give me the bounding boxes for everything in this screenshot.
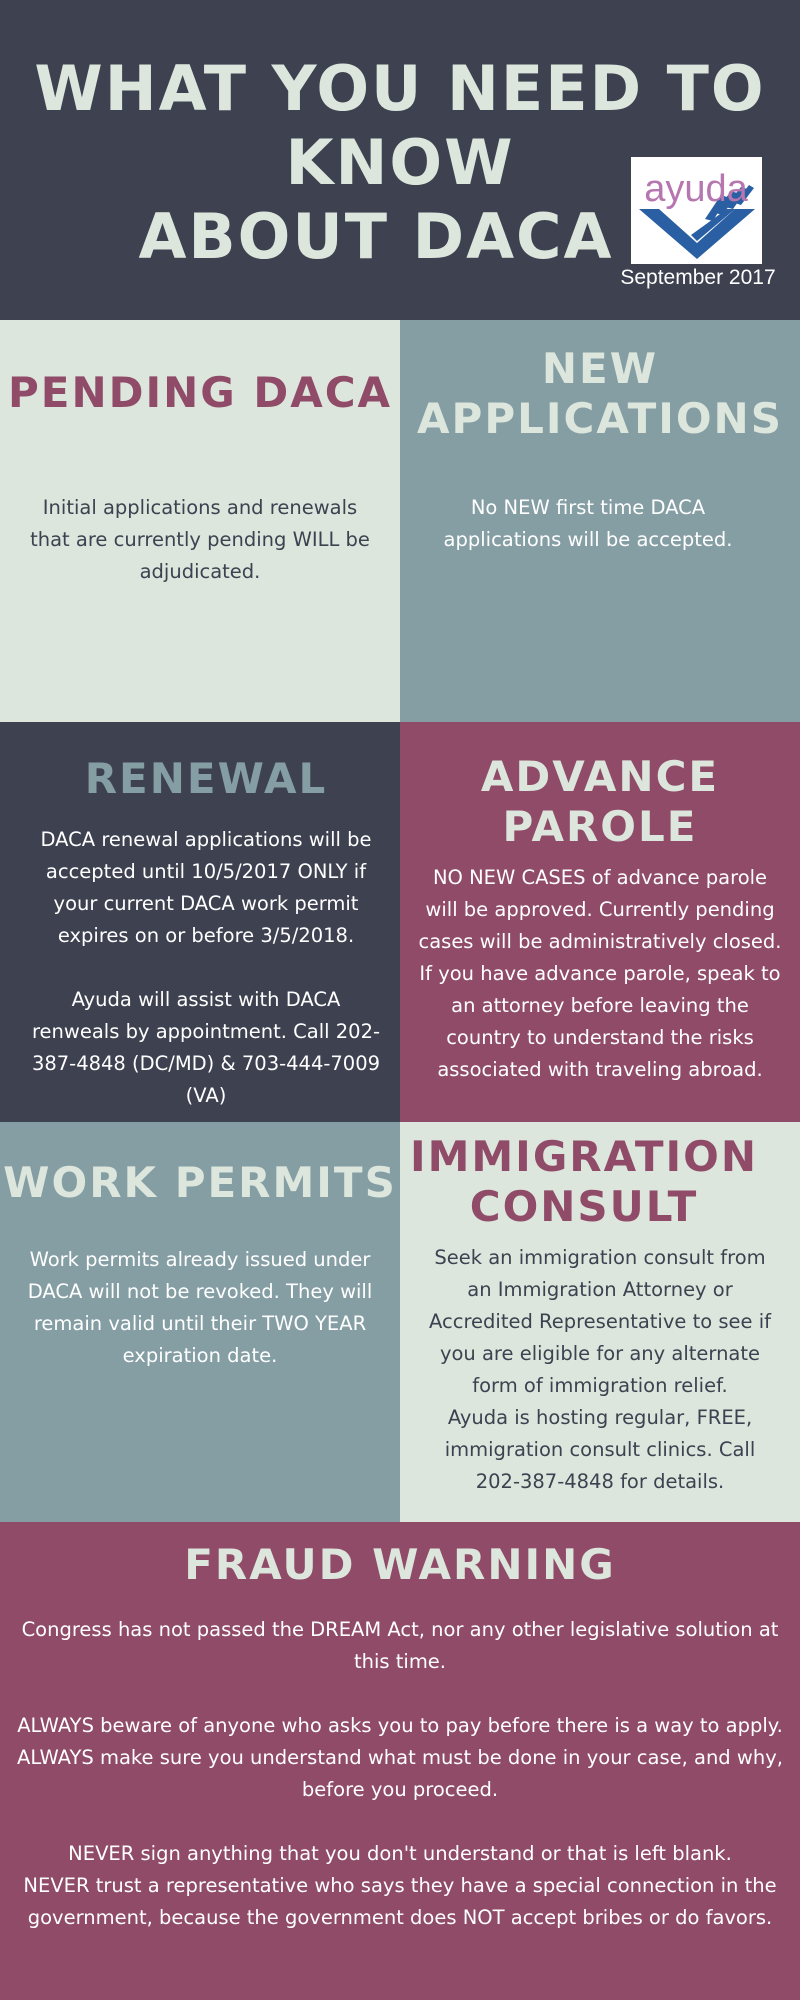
fraud-warning-title: FRAUD WARNING bbox=[184, 1540, 616, 1589]
pending-daca-title: PENDING DACA bbox=[7, 368, 393, 417]
pending-daca-body: Initial applications and renewals that are currently pending WILL be adjudicated. bbox=[30, 496, 370, 583]
immigration-consult-body: Seek an immigration consult from an Immigration Attorney or Accredited Representative to see if you are eligible for any alternate form of immigration relief. Ayuda is hosting regular, FREE, immigration consult clinics. Call 202-387-4848 for details. bbox=[429, 1246, 771, 1493]
pending-daca-panel bbox=[0, 320, 400, 722]
logo-wordmark: ayuda bbox=[644, 168, 748, 210]
renewal-title: RENEWAL bbox=[84, 754, 328, 803]
renewal-panel bbox=[0, 722, 400, 1122]
advance-parole-title-line-1: ADVANCE bbox=[480, 752, 720, 801]
advance-parole-panel bbox=[400, 722, 800, 1122]
work-permits-panel bbox=[0, 1122, 400, 1522]
new-applications-title bbox=[400, 344, 800, 444]
advance-parole-title-line-2: PAROLE bbox=[502, 802, 698, 851]
new-applications-body: No NEW first time DACA applications will be accepted. bbox=[443, 496, 733, 551]
advance-parole-title bbox=[400, 752, 800, 852]
header bbox=[0, 0, 800, 320]
ayuda-logo bbox=[631, 157, 762, 264]
work-permits-body: Work permits already issued under DACA will not be revoked. They will remain valid until their TWO YEAR expiration date. bbox=[27, 1248, 373, 1367]
date-label: September 2017 bbox=[620, 266, 776, 289]
new-applications-title-line-1: NEW bbox=[541, 344, 659, 393]
immigration-consult-panel bbox=[400, 1122, 800, 1522]
title-line-2: KNOW bbox=[285, 126, 515, 199]
immigration-consult-title-line-1: IMMIGRATION bbox=[409, 1132, 759, 1181]
fraud-warning-body: Congress has not passed the DREAM Act, nor any other legislative solution at this time. ALWAYS beware of anyone who asks you to pay before there is a way to apply. ALWAYS make sure you understand what must be done in your case, and why, before you proceed. NEVER sign anything that you don't understand or that is left blank. NEVER trust a representative who says they have a special connection in the government, because the government does NOT accept bribes or do favors. bbox=[17, 1618, 783, 1929]
fraud-warning-panel bbox=[0, 1522, 800, 2000]
immigration-consult-title bbox=[384, 1132, 784, 1232]
new-applications-title-line-2: APPLICATIONS bbox=[417, 394, 783, 443]
title-line-1: WHAT YOU NEED TO bbox=[34, 52, 766, 125]
immigration-consult-title-line-2: CONSULT bbox=[469, 1182, 699, 1231]
advance-parole-body: NO NEW CASES of advance parole will be approved. Currently pending cases will be administratively closed. If you have advance parole, speak to an attorney before leaving the country to understand the risks associated with traveling abroad. bbox=[418, 866, 782, 1081]
renewal-body: DACA renewal applications will be accepted until 10/5/2017 ONLY if your current DACA work permit expires on or before 3/5/2018. Ayuda will assist with DACA renweals by appointment. Call 202- 387-4848 (DC/MD) & 703-444-7009 (VA) bbox=[31, 828, 381, 1107]
title-line-3: ABOUT DACA bbox=[138, 200, 614, 273]
work-permits-title: WORK PERMITS bbox=[3, 1158, 397, 1207]
new-applications-panel bbox=[400, 320, 800, 722]
